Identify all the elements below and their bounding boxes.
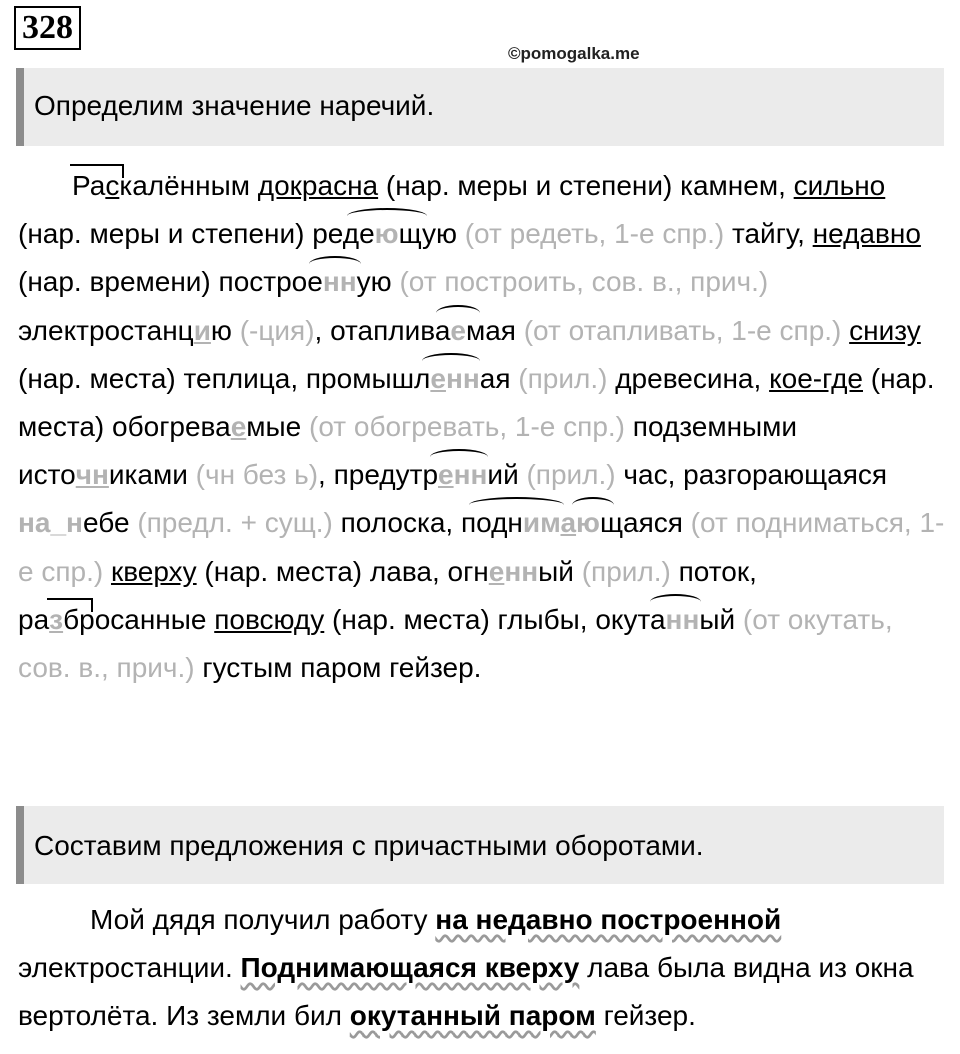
- note: (-ция): [239, 314, 315, 346]
- suffix-mark: нн: [666, 604, 700, 635]
- suffix-mark: а: [560, 507, 577, 539]
- note: (предл. + сущ.): [137, 507, 333, 539]
- paragraph-sentences: Мой дядя получил работу на недавно построенной электростанции. Поднимающаяся кверху лава была видна из окна вертолёта. Из земли бил окутанный паром гейзер.: [18, 904, 914, 1032]
- note: (от редеть, 1-е спр.): [464, 218, 725, 250]
- note: (прил.): [518, 362, 608, 394]
- root-mark: им: [523, 507, 561, 538]
- suffix-mark: е: [430, 363, 446, 394]
- suffix-mark: е: [230, 411, 247, 443]
- note: (прил.): [581, 555, 671, 587]
- participial-phrase: окутанный паром: [349, 1000, 596, 1032]
- root-marker: [469, 497, 565, 513]
- prefix-mark: Рас: [72, 170, 119, 201]
- section-heading-adverbs: [16, 68, 944, 146]
- ending-mark: и: [193, 314, 211, 346]
- section-heading-sentences: [16, 806, 944, 884]
- suffix-marker: [572, 497, 614, 513]
- note: (от подниматься, 1-е спр.): [18, 507, 945, 587]
- suffix-mark: ю: [375, 218, 399, 249]
- task-number: 328: [14, 6, 81, 50]
- suffix-mark: нн: [323, 266, 357, 297]
- participial-phrase: на недавно построенной: [435, 904, 782, 935]
- suffix-marker: [430, 449, 488, 465]
- ending-mark: чн: [75, 459, 109, 491]
- adverb: повсюду: [214, 603, 325, 635]
- suffix-mark: е: [450, 315, 466, 346]
- suffix-marker: [422, 353, 480, 369]
- prefix-mark: з: [49, 604, 63, 635]
- note: (прил.): [526, 459, 616, 491]
- adverb: кое-где: [769, 362, 863, 394]
- note: (от построить, сов. в., прич.): [399, 266, 769, 298]
- heading-text: Составим предложения с причастными оборотами.: [34, 830, 704, 861]
- suffix-marker: [436, 305, 480, 321]
- heading-text: Определим значение наречий.: [34, 90, 435, 121]
- note: (от отапливать, 1-е спр.): [523, 314, 842, 346]
- adverb: докрасна: [257, 170, 379, 201]
- suffix-mark: ю: [576, 507, 600, 538]
- note: (чн без ь): [195, 459, 319, 491]
- prefix-marker: [70, 164, 124, 178]
- suffix-mark: е: [438, 459, 454, 490]
- prefix-marker: [47, 598, 93, 612]
- ending-mark: е: [488, 555, 505, 587]
- participial-phrase: Поднимающаяся кверху: [240, 952, 580, 984]
- adverb: снизу: [849, 314, 921, 346]
- adverb: недавно: [812, 218, 921, 250]
- note: (от обогревать, 1-е спр.): [309, 411, 625, 443]
- paragraph-adverbs: Рас калённым докрасна (нар. меры и степени) камнем, сильно (нар. меры и степени) реде ющую (от редеть, 1-е спр.) тайгу, недавно (нар. времени) построе нную (от построить, сов. в., прич.) электростанцию (-ция), отаплива емая (от отапливать, 1-е спр.) снизу (нар. места) теплица, промышл енная (прил.) древесина, кое-где (нар. места) обогреваемые (от обогревать, 1-е спр.) подземными источниками (чн без ь), предутр енний (прил.) час, разгорающаяся на_небе (предл. + сущ.) полоска, подн има ющаяся (от подниматься, 1-е спр.) кверху (нар. места) лава, огненный (прил.) поток, ра збросанные повсюду (нар. места) глыбы, окута нный (от окутать, сов. в., прич.) густым паром гейзер.: [18, 162, 948, 692]
- suffix-marker: [347, 208, 427, 224]
- note: (от окутать, сов. в., прич.): [18, 603, 893, 684]
- preposition-mark: на_н: [18, 507, 83, 539]
- adverb: кверху: [110, 555, 197, 587]
- adverb: сильно: [793, 170, 886, 201]
- watermark: ©pomogalka.me: [508, 44, 640, 63]
- suffix-marker: [309, 256, 361, 272]
- suffix-marker: [650, 594, 702, 610]
